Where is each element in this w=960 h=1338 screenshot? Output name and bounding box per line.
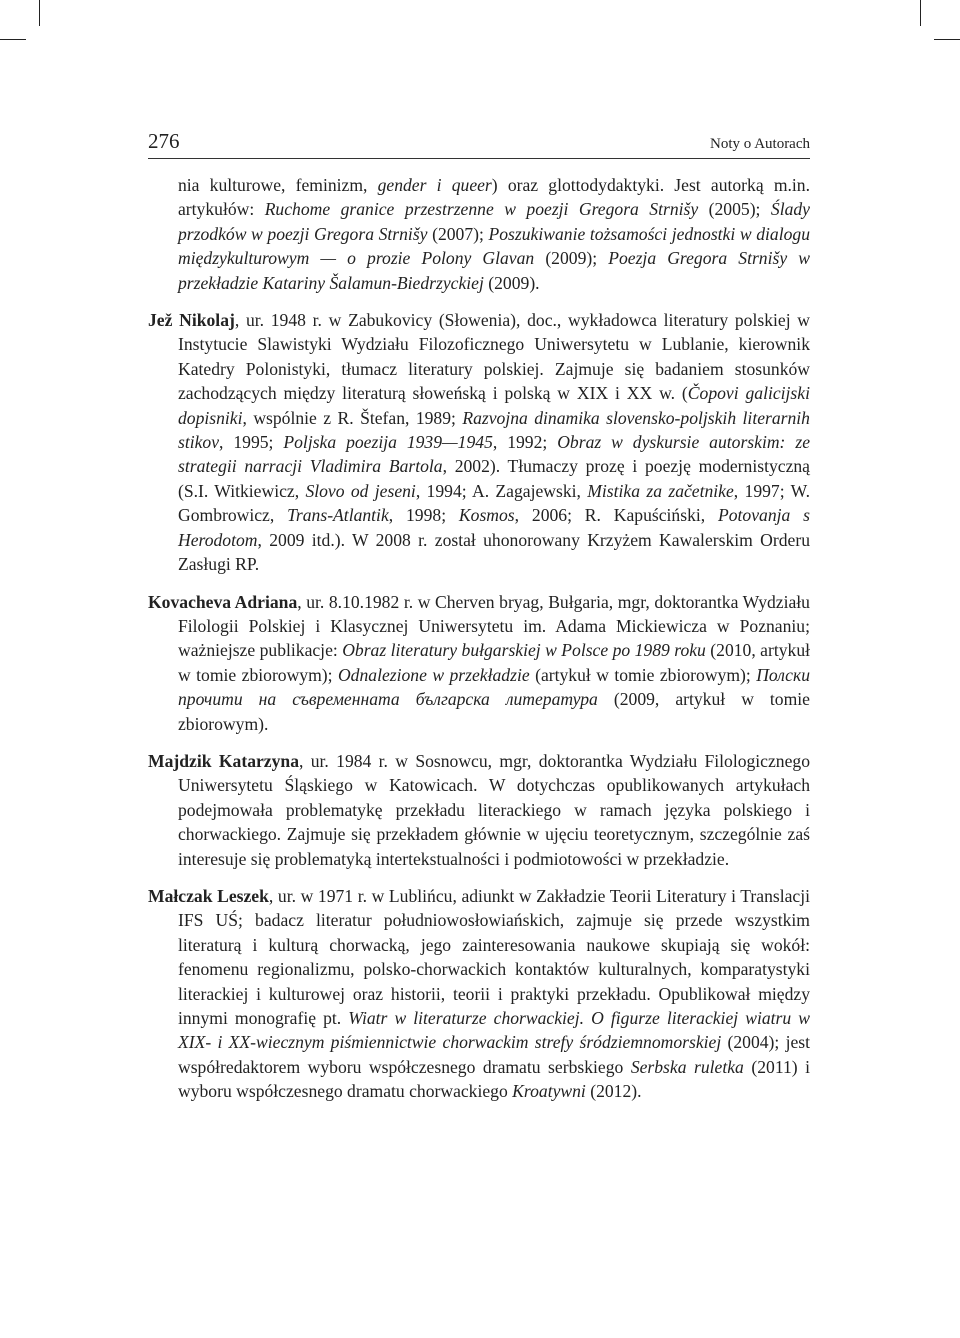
entry-text: (2012). xyxy=(585,1081,642,1102)
italic-title: Ruchome granice przestrzenne w poezji Gregora Strnišy xyxy=(264,199,699,220)
italic-title: Mistika za začetnike xyxy=(587,480,734,501)
author-entry xyxy=(148,749,810,871)
entry-text: (2010, artykuł w tomie zbiorowym); xyxy=(178,640,811,685)
author-entry xyxy=(148,173,810,295)
author-name: Majdzik Katarzyna xyxy=(148,750,299,771)
entry-text: , 1992; xyxy=(492,432,558,453)
entry-text: , ur. 1948 r. w Zabukovicy (Słowenia), doc., wykładowca literatury polskiej w Instytucie Slawistyki Wydziału Filozoficznego Uniwersytetu w Lublanie, kierownik Katedry Polonistyki, tłumacz literatury polskiej. Zajmuje się badaniem stosunków zachodzących między literaturą słoweńską i polską w XIX i XX w. ( xyxy=(178,310,810,404)
crop-mark xyxy=(0,39,26,40)
italic-title: Poljska poezija 1939—1945 xyxy=(283,432,493,453)
author-notes xyxy=(148,173,810,1117)
author-entry xyxy=(148,590,810,736)
italic-title: Odnalezione w przekładzie xyxy=(337,664,530,685)
italic-title: Kosmos xyxy=(458,505,515,526)
author-name: Małczak Leszek xyxy=(148,885,269,906)
italic-title: Obraz literatury bułgarskiej w Polsce po 1989 roku xyxy=(342,640,706,661)
entry-text: , 2006; R. Kapuściński, xyxy=(514,505,718,526)
entry-text: (2005); xyxy=(698,199,771,220)
entry-text: (2007); xyxy=(427,223,489,244)
entry-text: , ur. 8.10.1982 r. w Cherven bryag, Bułgaria, mgr, doktorantka Wydziału Filologii Polskiej i Klasycznej Uniwersytetu im. Adama Mickiewicza w Poznaniu; ważniejsze publikacje: xyxy=(178,591,810,661)
italic-title: Полски прочити на съвременната българска литература xyxy=(178,664,810,710)
italic-title: Trans-Atlantik xyxy=(287,505,389,526)
italic-title: Slovo od jeseni xyxy=(305,480,416,501)
entry-text: ) oraz glottodydaktyki. Jest autorką m.in. artykułów: xyxy=(178,175,810,220)
entry-text: , 1998; xyxy=(388,505,459,526)
entry-text: (2009, artykuł w tomie zbiorowym). xyxy=(178,689,810,734)
italic-title: Razvojna dinamika slovensko-poljskih literarnih stikov xyxy=(178,407,810,453)
entry-text: (artykuł w tomie zbiorowym); xyxy=(529,664,757,685)
crop-mark xyxy=(39,0,40,26)
running-title: Noty o Autorach xyxy=(710,136,810,152)
entry-text: , 2009 itd.). W 2008 r. został uhonorowany Krzyżem Kawalerskim Orderu Zasługi RP. xyxy=(178,529,810,575)
entry-text: (2009); xyxy=(534,248,609,269)
entry-text: nia kulturowe, feminizm, xyxy=(178,175,378,195)
entry-text: , 1997; W. Gombrowicz, xyxy=(178,480,811,526)
italic-title: Obraz w dyskursie autorskim: ze strategii narracji Vladimira Bartola xyxy=(178,432,810,477)
author-name: Kovacheva Adriana xyxy=(148,591,298,612)
italic-title: gender i queer xyxy=(377,175,492,195)
italic-title: Čopovi galicijski dopisniki xyxy=(178,383,810,428)
page-header xyxy=(148,128,810,159)
author-entry xyxy=(148,884,810,1104)
entry-text: , 2002). Tłumaczy prozę i poezję modernistyczną (S.I. Witkiewicz, xyxy=(178,456,810,501)
entry-text: (2004); jest współredaktorem wyboru współczesnego dramatu serbskiego xyxy=(178,1032,810,1077)
entry-text: , 1994; A. Zagajewski, xyxy=(415,480,588,501)
italic-title: Kroatywni xyxy=(512,1081,586,1102)
author-name: Jež Nikolaj xyxy=(148,310,235,331)
entry-text: , ur. w 1971 r. w Lublińcu, adiunkt w Zakładzie Teorii Literatury i Translacji IFS UŚ; badacz literatur południowosłowiańskich, zajmuje się przede wszystkim literaturą i kulturą chorwacką, jego zainteresowania naukowe skupiają się wokół: fenomenu regionalizmu, polsko-chorwackich kontaktów kulturalnych, komparatystyki literackiej i kulturowej oraz historii, teorii i praktyki przekładu. Opublikował między innymi monografię pt. xyxy=(178,885,811,1028)
author-entry xyxy=(148,308,810,576)
italic-title: Wiatr w literaturze chorwackiej. O figurze literackiej wiatru w XIX- i XX-wiecznym piśmiennictwie chorwackim strefy śródziemnomorskiej xyxy=(178,1008,810,1053)
entry-text: (2009). xyxy=(483,272,540,293)
entry-text: , ur. 1984 r. w Sosnowcu, mgr, doktorantka Wydziału Filologicznego Uniwersytetu Śląskiego w Katowicach. W dotychczas opublikowanych artykułach podejmowała problematykę przekładu literackiego w ramach języka polskiego i chorwackiego. Zajmuje się przekładem głównie w ujęciu teoretycznym, szczególnie zaś interesuje się problematyką intertekstualności i podmiotowości w przekładzie. xyxy=(178,750,811,869)
italic-title: Ślady przodków w poezji Gregora Strnišy xyxy=(178,199,810,244)
italic-title: Poszukiwanie tożsamości jednostki w dialogu międzykulturowym — o prozie Polony Glavan xyxy=(178,223,810,269)
entry-text: , wspólnie z R. Štefan, 1989; xyxy=(242,407,463,428)
crop-mark xyxy=(934,39,960,40)
crop-mark xyxy=(920,0,921,26)
italic-title: Poezja Gregora Strnišy w przekładzie Katariny Šalamun-Biedrzyckiej xyxy=(178,248,810,293)
page-number: 276 xyxy=(148,129,180,153)
entry-text: (2011) i wyboru współczesnego dramatu chorwackiego xyxy=(178,1056,811,1102)
entry-text: , 1995; xyxy=(219,432,284,453)
italic-title: Potovanja s Herodotom xyxy=(178,505,810,550)
italic-title: Serbska ruletka xyxy=(630,1056,744,1077)
